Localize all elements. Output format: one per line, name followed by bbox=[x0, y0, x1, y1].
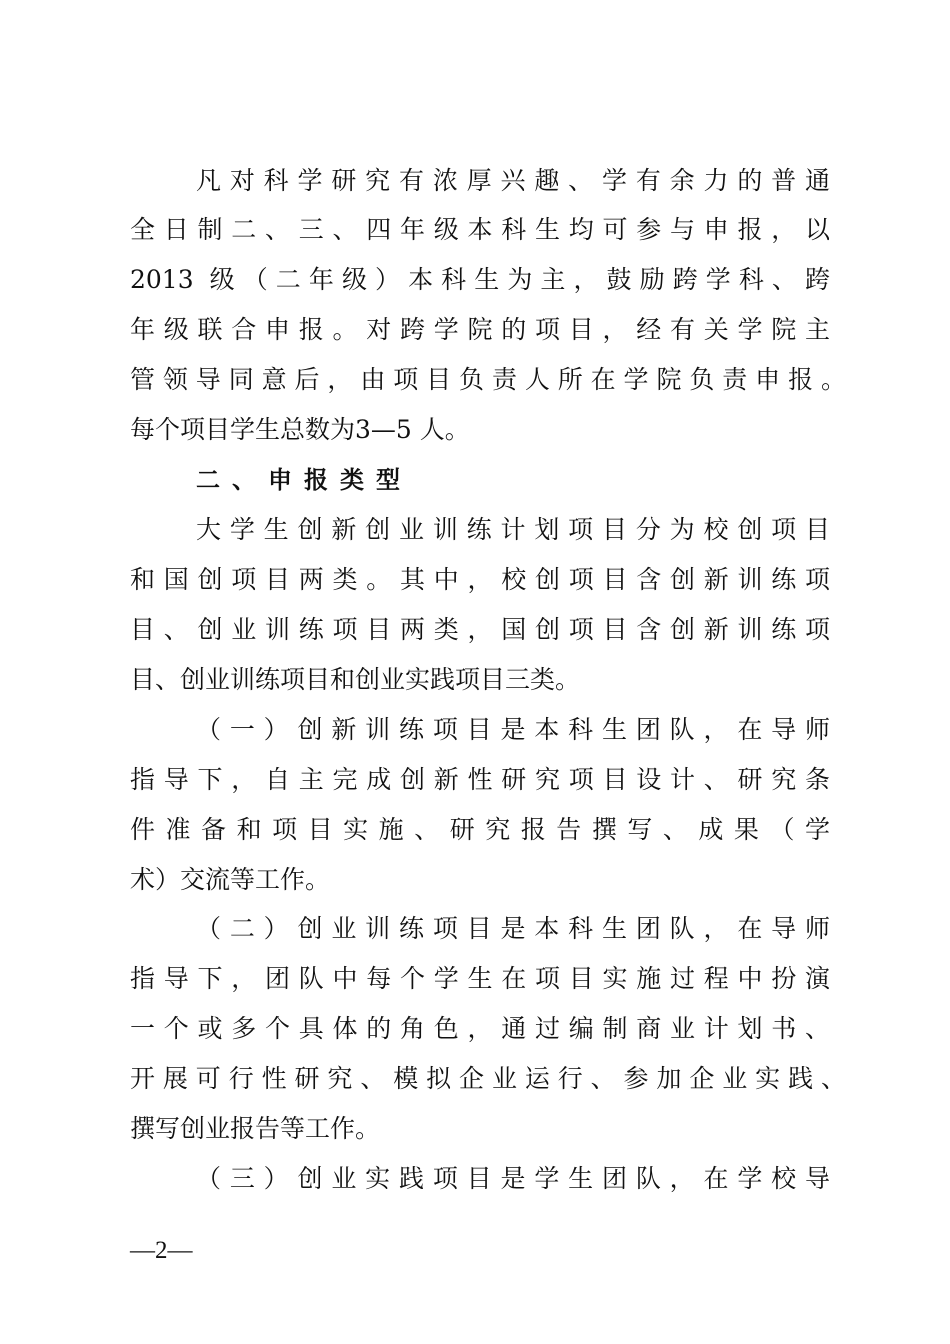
paragraph-3-line-2: 指导下，自主完成创新性研究项目设计、研究条 bbox=[130, 765, 830, 794]
paragraph-4-line-5: 撰写创业报告等工作。 bbox=[130, 1114, 381, 1143]
paragraph-1-line-5: 管领导同意后，由项目负责人所在学院负责申报。 bbox=[130, 365, 846, 394]
paragraph-1-line-4: 年级联合申报。对跨学院的项目，经有关学院主 bbox=[130, 315, 830, 344]
paragraph-4-line-1: （二）创业训练项目是本科生团队，在导师 bbox=[196, 914, 830, 943]
paragraph-1-line-1: 凡对科学研究有浓厚兴趣、学有余力的普通 bbox=[196, 166, 830, 195]
paragraph-1-line-2: 全日制二、三、四年级本科生均可参与申报，以 bbox=[130, 215, 830, 244]
paragraph-2-line-4: 目、创业训练项目和创业实践项目三类。 bbox=[130, 665, 581, 694]
paragraph-3-line-4: 术）交流等工作。 bbox=[130, 865, 331, 894]
paragraph-4-line-4: 开展可行性研究、模拟企业运行、参加企业实践、 bbox=[130, 1064, 846, 1093]
paragraph-2-line-3: 目、创业训练项目两类，国创项目含创新训练项 bbox=[130, 615, 830, 644]
section-heading: 二、申报类型 bbox=[196, 466, 412, 494]
paragraph-3-line-1: （一）创新训练项目是本科生团队，在导师 bbox=[196, 715, 830, 744]
paragraph-1-line-6: 每个项目学生总数为3—5 人。 bbox=[130, 415, 470, 444]
paragraph-4-line-3: 一个或多个具体的角色，通过编制商业计划书、 bbox=[130, 1014, 830, 1043]
page-number: —2— bbox=[130, 1237, 193, 1264]
paragraph-3-line-3: 件准备和项目实施、研究报告撰写、成果（学 bbox=[130, 815, 830, 844]
paragraph-2-line-2: 和国创项目两类。其中，校创项目含创新训练项 bbox=[130, 565, 830, 594]
paragraph-5-line-1: （三）创业实践项目是学生团队，在学校导 bbox=[196, 1164, 830, 1193]
paragraph-2-line-1: 大学生创新创业训练计划项目分为校创项目 bbox=[196, 515, 830, 544]
paragraph-4-line-2: 指导下，团队中每个学生在项目实施过程中扮演 bbox=[130, 964, 830, 993]
paragraph-1-line-3: 2013 级（二年级）本科生为主，鼓励跨学科、跨 bbox=[130, 265, 830, 294]
